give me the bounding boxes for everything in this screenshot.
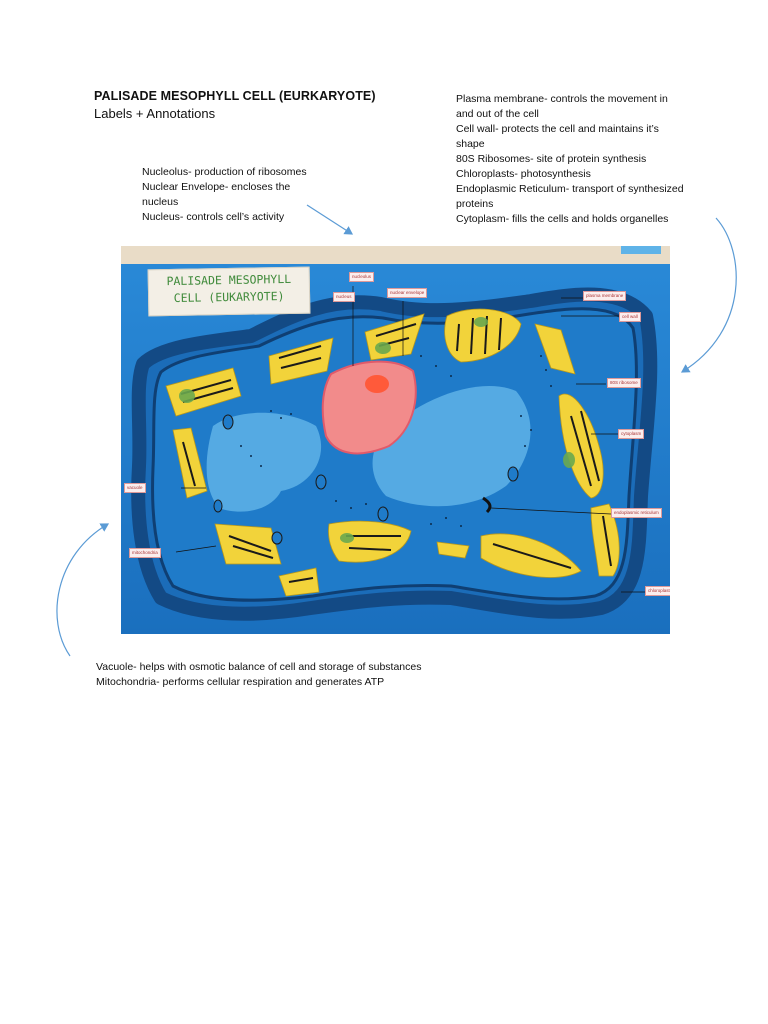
annotation-nucleolus: Nucleolus- production of ribosomes [142, 166, 307, 178]
tag-cytoplasm: cytoplasm [618, 429, 644, 439]
model-title-card: PALISADE MESOPHYLL CELL (EUKARYOTE) [148, 267, 311, 317]
tag-mitochondria: mitochondria [129, 548, 161, 558]
annotation-chloroplasts: Chloroplasts- photosynthesis [456, 168, 591, 180]
document-title: PALISADE MESOPHYLL CELL (EURKARYOTE) [94, 89, 376, 103]
annotation-nuclear-envelope: Nuclear Envelope- encloses the nucleus [142, 181, 291, 208]
nucleus-annotations [142, 165, 347, 225]
document-subtitle: Labels + Annotations [94, 106, 216, 121]
annotation-endoplasmic-reticulum: Endoplasmic Reticulum- transport of synthesized proteins [456, 183, 684, 210]
arrow-to-vacuole [57, 524, 108, 656]
tag-nucleus: nucleus [333, 292, 355, 302]
tag-chloroplast: chloroplast [645, 586, 670, 596]
annotation-plasma-membrane: Plasma membrane- controls the movement in and out of the cell [456, 93, 668, 120]
tag-vacuole: vacuole [124, 483, 146, 493]
tag-plasma-membrane: plasma membrane [583, 291, 626, 301]
annotation-mitochondria: Mitochondria- performs cellular respiration and generates ATP [96, 676, 385, 688]
bottom-annotations [96, 660, 526, 690]
tape [621, 246, 661, 254]
table-edge [121, 246, 670, 264]
tag-nuclear-envelope: nuclear envelope [387, 288, 427, 298]
tag-cell-wall: cell wall [619, 312, 641, 322]
annotation-cell-wall: Cell wall- protects the cell and maintains it’s shape [456, 123, 659, 150]
annotation-ribosomes: 80S Ribosomes- site of protein synthesis [456, 153, 647, 165]
tag-ribosome: 80S ribosome [607, 378, 641, 388]
arrow-to-organelles [682, 218, 736, 372]
nucleolus [365, 375, 389, 393]
tag-nucleolus: nucleolus [349, 272, 374, 282]
organelle-annotations [456, 92, 716, 227]
annotation-cytoplasm: Cytoplasm- fills the cells and holds organelles [456, 213, 669, 225]
tag-endoplasmic-reticulum: endoplasmic reticulum [611, 508, 662, 518]
annotation-nucleus: Nucleus- controls cell’s activity [142, 211, 285, 223]
cell-model-photo [121, 246, 670, 634]
annotation-vacuole: Vacuole- helps with osmotic balance of cell and storage of substances [96, 661, 422, 673]
